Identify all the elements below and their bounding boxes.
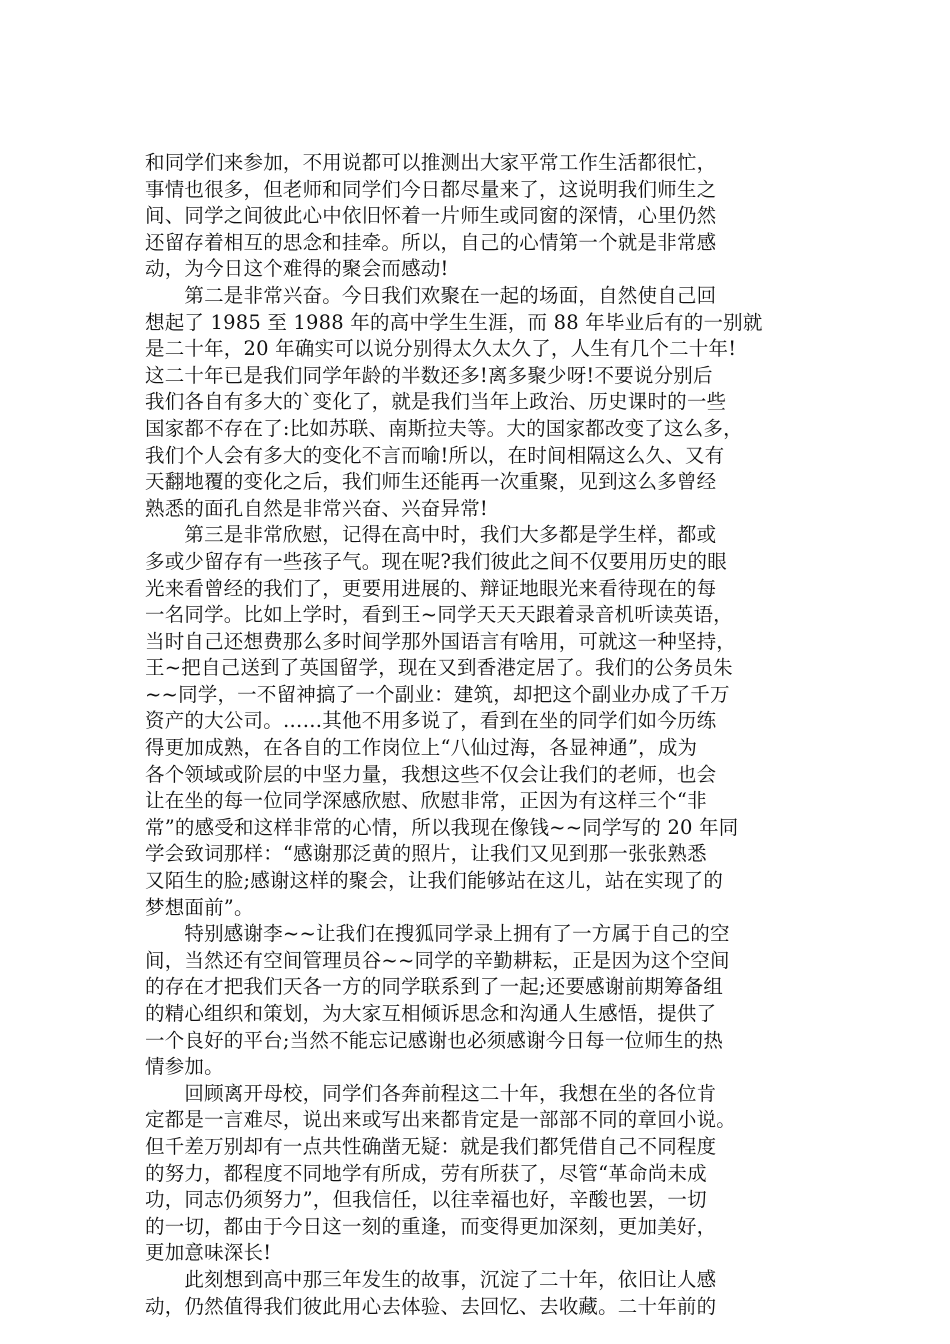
text-line: 得更加成熟，在各自的工作岗位上“八仙过海，各显神通”，成为 [145, 736, 698, 760]
text-line: 我们各自有多大的`变化了，就是我们当年上政治、历史课时的一些 [145, 390, 727, 414]
text-line: ~~同学，一不留神搞了一个副业：建筑，却把这个副业办成了千万 [145, 682, 730, 706]
text-line: 天翻地覆的变化之后，我们师生还能再一次重聚，见到这么多曾经 [145, 470, 717, 494]
text-line: 的努力，都程度不同地学有所成，劳有所获了，尽管“革命尚未成 [145, 1161, 707, 1185]
text-line: 王~把自己送到了英国留学，现在又到香港定居了。我们的公务员朱 [145, 656, 733, 680]
text-line: 更加意味深长! [145, 1241, 272, 1265]
text-line: 一名同学。比如上学时，看到王~同学天天天跟着录音机听读英语， [145, 603, 733, 627]
text-line: 的存在才把我们天各一方的同学联系到了一起;还要感谢前期筹备组 [145, 975, 724, 999]
text-line: 此刻想到高中那三年发生的故事，沉淀了二十年，依旧让人感 [145, 1267, 717, 1291]
text-line: 第二是非常兴奋。今日我们欢聚在一起的场面，自然使自己回 [145, 283, 717, 307]
text-line: 常”的感受和这样非常的心情，所以我现在像钱~~同学写的 20 年同 [145, 815, 739, 839]
text-line: 一个良好的平台;当然不能忘记感谢也必须感谢今日每一位师生的热 [145, 1028, 724, 1052]
text-line: 第三是非常欣慰，记得在高中时，我们大多都是学生样，都或 [145, 523, 717, 547]
text-line: 熟悉的面孔自然是非常兴奋、兴奋异常! [145, 496, 488, 520]
text-line: 功，同志仍须努力”，但我信任，以往幸福也好，辛酸也罢，一切 [145, 1188, 707, 1212]
text-line: 还留存着相互的思念和挂牵。所以，自己的心情第一个就是非常感 [145, 230, 717, 254]
text-line: 国家都不存在了:比如苏联、南斯拉夫等。大的国家都改变了这么多， [145, 416, 743, 440]
text-line: 又陌生的脸;感谢这样的聚会，让我们能够站在这儿，站在实现了的 [145, 869, 724, 893]
text-line: 动，仍然值得我们彼此用心去体验、去回忆、去收藏。二十年前的 [145, 1294, 717, 1318]
text-line: 想起了 1985 至 1988 年的高中学生生涯，而 88 年毕业后有的一别就 [145, 310, 763, 334]
text-line: 让在坐的每一位同学深感欣慰、欣慰非常，正因为有这样三个“非 [145, 789, 707, 813]
text-line: 资产的大公司。……其他不用多说了，看到在坐的同学们如今历练 [145, 709, 717, 733]
text-line: 特别感谢李~~让我们在搜狐同学录上拥有了一方属于自己的空 [145, 922, 730, 946]
text-line: 但千差万别却有一点共性确凿无疑：就是我们都凭借自己不同程度 [145, 1134, 717, 1158]
text-line: 间，当然还有空间管理员谷~~同学的辛勤耕耘，正是因为这个空间 [145, 948, 730, 972]
body-text [145, 150, 810, 1320]
text-line: 学会致词那样：“感谢那泛黄的照片，让我们又见到那一张张熟悉 [145, 842, 707, 866]
text-line: 情参加。 [145, 1055, 224, 1079]
text-line: 是二十年，20 年确实可以说分别得太久太久了，人生有几个二十年! [145, 337, 737, 361]
text-line: 的精心组织和策划，为大家互相倾诉思念和沟通人生感悟，提供了 [145, 1002, 717, 1025]
text-line: 这二十年已是我们同学年龄的半数还多!离多聚少呀!不要说分别后 [145, 363, 713, 387]
text-line: 回顾离开母校，同学们各奔前程这二十年，我想在坐的各位肯 [145, 1081, 717, 1105]
text-line: 事情也很多，但老师和同学们今日都尽量来了，这说明我们师生之 [145, 177, 717, 201]
text-line: 我们个人会有多大的变化不言而喻!所以，在时间相隔这么久、又有 [145, 443, 725, 467]
text-line: 的一切，都由于今日这一刻的重逢，而变得更加深刻，更加美好， [145, 1214, 717, 1238]
text-line: 光来看曾经的我们了，更要用进展的、辩证地眼光来看待现在的每 [145, 576, 717, 600]
text-line: 定都是一言难尽，说出来或写出来都肯定是一部部不同的章回小说。 [145, 1108, 737, 1132]
text-line: 间、同学之间彼此心中依旧怀着一片师生或同窗的深情，心里仍然 [145, 204, 717, 228]
text-line: 各个领域或阶层的中坚力量，我想这些不仅会让我们的老师，也会 [145, 762, 717, 786]
text-line: 和同学们来参加，不用说都可以推测出大家平常工作生活都很忙， [145, 151, 717, 174]
text-line: 当时自己还想费那么多时间学那外国语言有啥用，可就这一种坚持， [145, 629, 737, 653]
text-line: 动，为今日这个难得的聚会而感动! [145, 257, 449, 281]
text-line: 梦想面前”。 [145, 895, 254, 919]
text-line: 多或少留存有一些孩子气。现在呢?我们彼此之间不仅要用历史的眼 [145, 549, 727, 573]
